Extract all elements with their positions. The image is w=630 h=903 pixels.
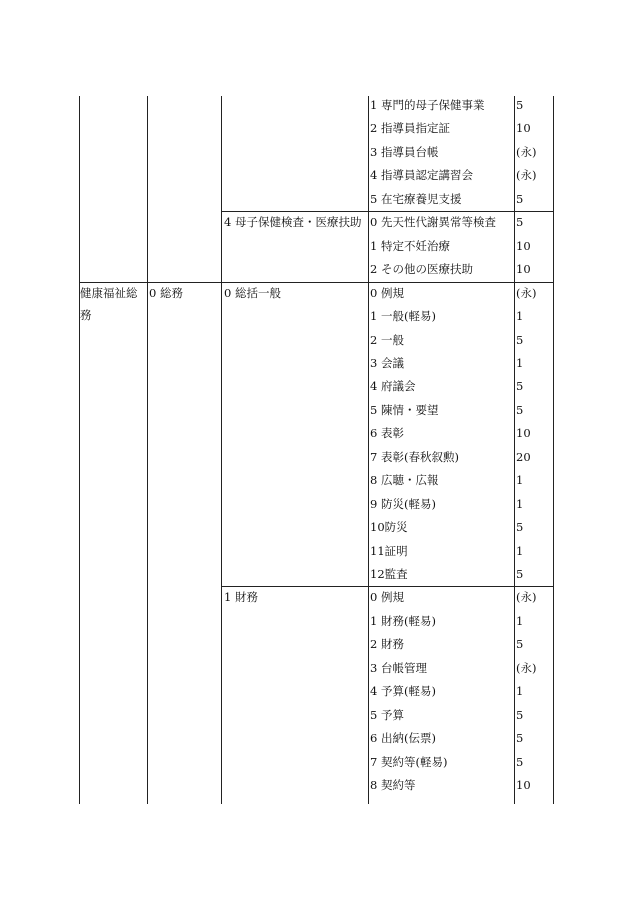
large-category-cell: 健康福祉総務 <box>80 285 138 322</box>
retention-period-cell: 1 <box>516 543 524 558</box>
item-cell: 1 一般(軽易) <box>370 309 436 324</box>
retention-period-cell: 1 <box>516 355 524 370</box>
retention-period-cell: 10 <box>516 426 531 441</box>
retention-period-cell: 10 <box>516 238 531 253</box>
retention-period-cell: 5 <box>516 731 524 746</box>
retention-period-cell: 5 <box>516 215 524 230</box>
retention-period-cell: 5 <box>516 707 524 722</box>
column-rule <box>221 96 222 804</box>
item-cell: 7 契約等(軽易) <box>370 754 448 769</box>
retention-period-cell: (永) <box>516 144 537 159</box>
item-cell: 4 指導員認定講習会 <box>370 168 473 183</box>
item-cell: 12監査 <box>370 567 408 581</box>
item-cell: 2 一般 <box>370 332 404 347</box>
retention-period-cell: 5 <box>516 191 524 206</box>
retention-period-cell: (永) <box>516 660 537 675</box>
item-cell: 6 出納(伝票) <box>370 731 436 746</box>
item-cell: 3 指導員台帳 <box>370 144 439 159</box>
small-category-cell: 0 総括一般 <box>224 285 281 300</box>
item-cell: 2 その他の医療扶助 <box>370 262 473 277</box>
item-cell: 0 例規 <box>370 285 404 300</box>
retention-period-cell: 20 <box>516 449 531 464</box>
row-rule <box>221 586 553 587</box>
item-cell: 4 府議会 <box>370 379 416 394</box>
item-cell: 11証明 <box>370 543 408 558</box>
row-rule <box>79 282 553 283</box>
item-cell: 4 予算(軽易) <box>370 684 436 699</box>
column-rule <box>514 96 515 804</box>
retention-period-cell: 5 <box>516 332 524 347</box>
column-rule <box>147 96 148 804</box>
column-rule <box>368 96 369 804</box>
item-cell: 5 予算 <box>370 707 404 722</box>
medium-category-cell: 0 総務 <box>149 285 183 300</box>
retention-period-cell: 1 <box>516 684 524 699</box>
item-cell: 3 会議 <box>370 355 404 370</box>
item-cell: 1 専門的母子保健事業 <box>370 98 485 112</box>
retention-period-cell: 5 <box>516 379 524 394</box>
item-cell: 1 特定不妊治療 <box>370 238 450 253</box>
item-cell: 5 在宅療養児支援 <box>370 191 462 206</box>
retention-period-cell: 5 <box>516 98 524 112</box>
item-cell: 2 指導員指定証 <box>370 121 450 136</box>
retention-period-cell: 10 <box>516 778 531 793</box>
retention-period-cell: 5 <box>516 754 524 769</box>
retention-period-cell: 10 <box>516 262 531 277</box>
retention-period-cell: (永) <box>516 590 537 605</box>
item-cell: 8 契約等 <box>370 778 416 793</box>
item-cell: 0 先天性代謝異常等検査 <box>370 215 496 230</box>
item-cell: 1 財務(軽易) <box>370 613 436 628</box>
retention-period-cell: 5 <box>516 637 524 652</box>
retention-period-cell: 5 <box>516 520 524 535</box>
column-rule <box>553 96 554 804</box>
item-cell: 3 台帳管理 <box>370 660 427 675</box>
item-cell: 8 広聴・広報 <box>370 473 439 488</box>
retention-period-cell: (永) <box>516 285 537 300</box>
retention-period-cell: 1 <box>516 613 524 628</box>
retention-period-cell: (永) <box>516 168 537 183</box>
small-category-cell: 4 母子保健検査・医療扶助 <box>224 215 362 230</box>
retention-period-cell: 5 <box>516 402 524 417</box>
retention-period-cell: 1 <box>516 473 524 488</box>
column-rule <box>79 96 80 804</box>
item-cell: 6 表彰 <box>370 426 404 441</box>
small-category-cell: 1 財務 <box>224 590 258 605</box>
item-cell: 10防災 <box>370 520 408 535</box>
item-cell: 0 例規 <box>370 590 404 605</box>
item-cell: 7 表彰(春秋叙勲) <box>370 449 459 464</box>
retention-period-cell: 5 <box>516 567 524 581</box>
item-cell: 2 財務 <box>370 637 404 652</box>
retention-period-cell: 1 <box>516 309 524 324</box>
row-rule <box>221 211 553 212</box>
item-cell: 5 陳情・要望 <box>370 402 439 417</box>
retention-period-cell: 10 <box>516 121 531 136</box>
retention-period-cell: 1 <box>516 496 524 511</box>
item-cell: 9 防災(軽易) <box>370 496 436 511</box>
